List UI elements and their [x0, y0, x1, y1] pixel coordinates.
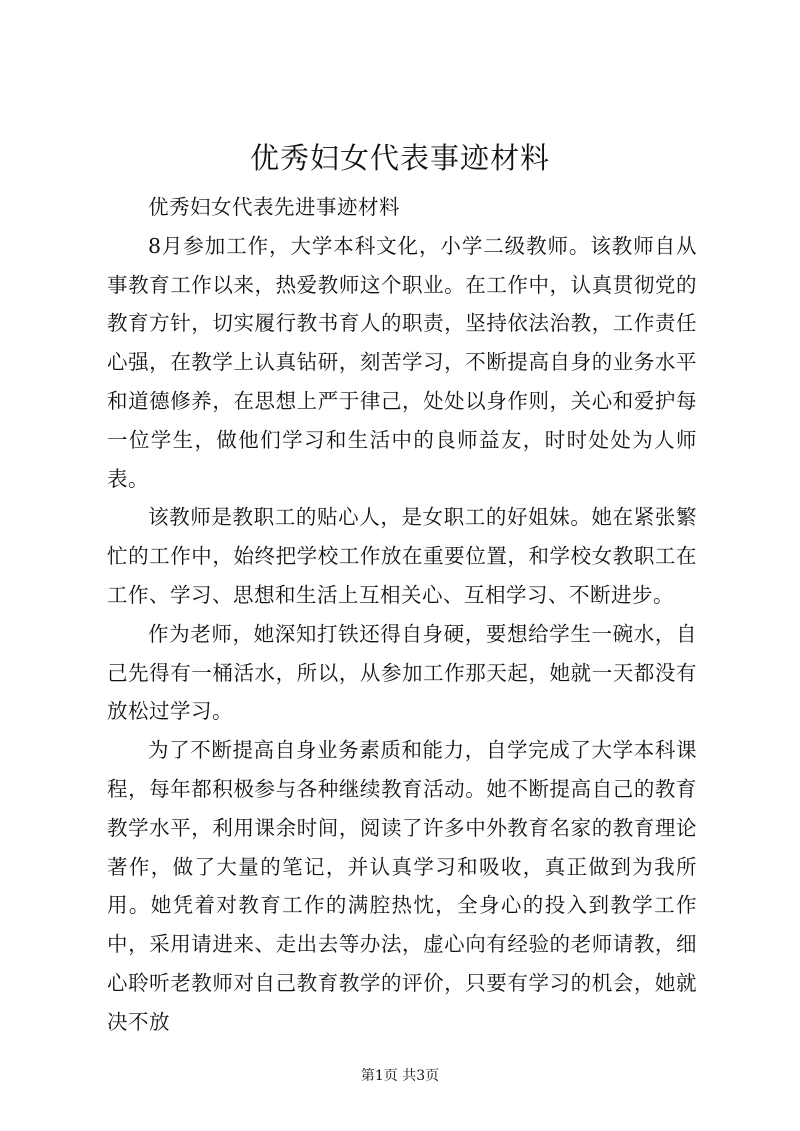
page-footer — [0, 1066, 800, 1086]
document-body — [107, 188, 697, 1042]
body-paragraph: 作为老师，她深知打铁还得自身硬，要想给学生一碗水，自己先得有一桶活水，所以，从参加工作那天起，她就一天都没有放松过学习。 — [107, 621, 697, 724]
body-paragraph: 为了不断提高自身业务素质和能力，自学完成了大学本科课程，每年都积极参与各种继续教育活动。她不断提高自己的教育教学水平，利用课余时间，阅读了许多中外教育名家的教育理论著作，做了大量的笔记，并认真学习和吸收，真正做到为我所用。她凭着对教育工作的满腔热忱，全身心的投入到教学工作中，采用请进来、走出去等办法，虚心向有经验的老师请教，细心聆听老教师对自己教育教学的评价，只要有学习的机会，她就决不放 — [107, 738, 697, 1034]
document-title: 优秀妇女代表事迹材料 — [249, 141, 550, 175]
body-paragraph: 该教师是教职工的贴心人，是女职工的好姐妹。她在紧张繁忙的工作中，始终把学校工作放在重要位置，和学校女教职工在工作、学习、思想和生活上互相关心、互相学习、不断进步。 — [107, 505, 697, 607]
subtitle-paragraph: 优秀妇女代表先进事迹材料 — [148, 195, 400, 219]
body-paragraph: 8月参加工作，大学本科文化，小学二级教师。该教师自从事教育工作以来，热爱教师这个职业。在工作中，认真贯彻党的教育方针，切实履行教书育人的职责，坚持依法治教，工作责任心强，在教学上认真钻研，刻苦学习，不断提高自身的业务水平和道德修养，在思想上严于律己，处处以身作则，关心和爱护每一位学生，做他们学习和生活中的良师益友，时时处处为人师表。 — [107, 233, 697, 491]
page-number-indicator: 第1页 共3页 — [360, 1068, 440, 1084]
